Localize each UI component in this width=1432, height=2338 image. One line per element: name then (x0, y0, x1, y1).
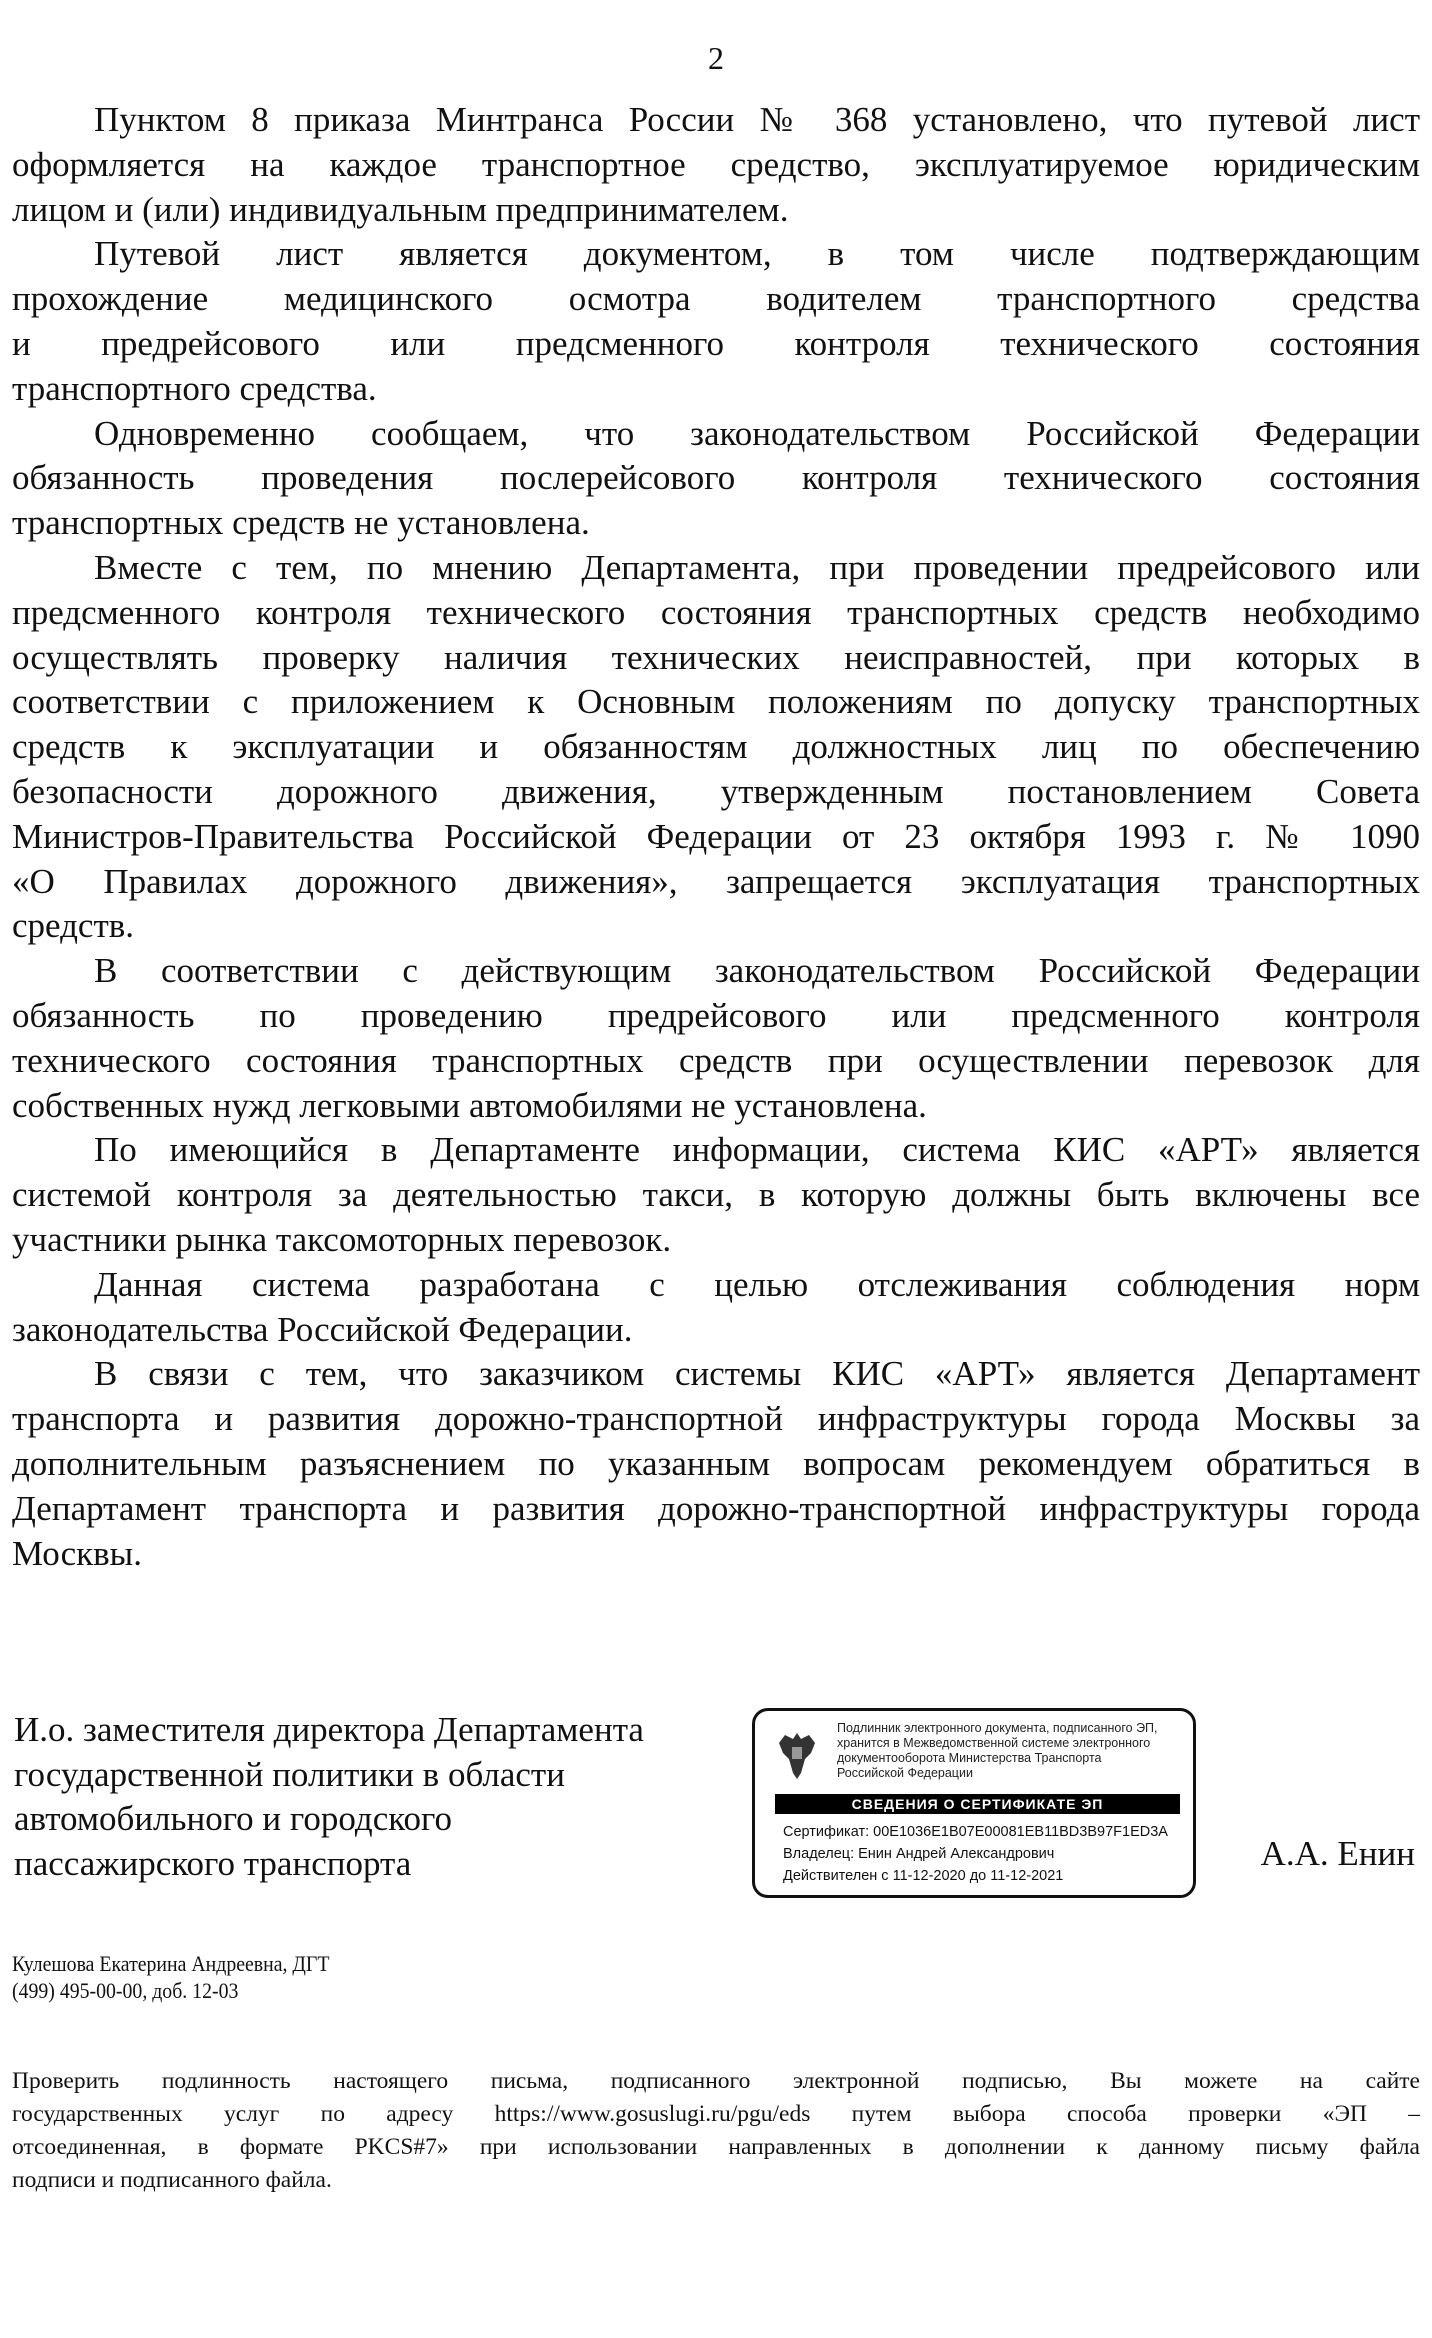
stamp-header (837, 1721, 1158, 1781)
paragraph-2-line: Путевой лист является документом, в том числе подтверждающим (94, 234, 1420, 274)
contact-name: Кулешова Екатерина Андреевна, ДГТ (12, 1951, 330, 1976)
paragraph-3-line: обязанность проведения послерейсового контроля технического состояния (12, 458, 1420, 498)
paragraph-4-line: безопасности дорожного движения, утвержденным постановлением Совета (12, 771, 1420, 811)
paragraph-2-line: прохождение медицинского осмотра водителем транспортного средства (12, 279, 1420, 319)
verification-line: отсоединенная, в формате PKCS#7» при использовании направленных в дополнении к данному письму файла (12, 2134, 1420, 2160)
paragraph-5-line: обязанность по проведению предрейсового или предсменного контроля (12, 995, 1420, 1035)
paragraph-7-line: Данная система разработана с целью отслеживания соблюдения норм (94, 1264, 1420, 1304)
paragraph-3-line: Одновременно сообщаем, что законодательством Российской Федерации (94, 413, 1420, 453)
paragraph-8-line: Департамент транспорта и развития дорожно-транспортной инфраструктуры города (12, 1488, 1420, 1528)
paragraph-5-line: собственных нужд легковыми автомобилями не установлена. (12, 1085, 927, 1125)
stamp-owner: Владелец: Енин Андрей Александрович (783, 1846, 1055, 1862)
contact-phone: (499) 495-00-00, доб. 12-03 (12, 1978, 239, 2003)
paragraph-4-line: Министров-Правительства Российской Федерации от 23 октября 1993 г. № 1090 (12, 816, 1420, 856)
paragraph-6-line: системой контроля за деятельностью такси, в которую должны быть включены все (12, 1175, 1420, 1215)
paragraph-4-line: осуществлять проверку наличия технических неисправностей, при которых в (12, 637, 1420, 677)
letter-body (12, 98, 1420, 1576)
coat-of-arms-icon (775, 1729, 819, 1781)
verification-line: Проверить подлинность настоящего письма, подписанного электронной подписью, Вы можете на сайте (12, 2068, 1420, 2094)
paragraph-8-line: дополнительным разъяснением по указанным вопросам рекомендуем обратиться в (12, 1443, 1420, 1483)
signer-title-line: государственной политики в области (14, 1754, 565, 1794)
electronic-signature-stamp (752, 1708, 1196, 1898)
paragraph-2-line: и предрейсового или предсменного контроля технического состояния (12, 323, 1420, 363)
stamp-header-line: документооборота Министерства Транспорта (837, 1751, 1102, 1765)
paragraph-8-line: Москвы. (12, 1533, 142, 1573)
paragraph-6-line: По имеющийся в Департаменте информации, система КИС «АРТ» является (94, 1130, 1420, 1170)
stamp-header-line: Российской Федерации (837, 1766, 973, 1780)
paragraph-4-line: средств. (12, 906, 135, 946)
stamp-certificate-banner: СВЕДЕНИЯ О СЕРТИФИКАТЕ ЭП (775, 1794, 1180, 1814)
verification-note (12, 2065, 1420, 2197)
stamp-header-line: Подлинник электронного документа, подписанного ЭП, (837, 1721, 1158, 1735)
stamp-header-line: хранится в Межведомственной системе электронного (837, 1736, 1151, 1750)
verification-line: государственных услуг по адресу https://www.gosuslugi.ru/pgu/eds путем выбора способа проверки «ЭП – (12, 2101, 1420, 2127)
paragraph-5-line: В соответствии с действующим законодательством Российской Федерации (94, 951, 1420, 991)
paragraph-3-line: транспортных средств не установлена. (12, 503, 590, 543)
paragraph-4-line: предсменного контроля технического состояния транспортных средств необходимо (12, 592, 1420, 632)
contact-info (12, 1950, 329, 2004)
signer-title-line: И.о. заместителя директора Департамента (14, 1710, 644, 1749)
paragraph-7-line: законодательства Российской Федерации. (12, 1309, 633, 1349)
signer-title (14, 1708, 644, 1886)
paragraph-8-line: В связи с тем, что заказчиком системы КИС «АРТ» является Департамент (94, 1354, 1420, 1394)
paragraph-4-line: «О Правилах дорожного движения», запрещается эксплуатация транспортных (12, 861, 1420, 901)
signer-title-line: автомобильного и городского (14, 1799, 452, 1838)
paragraph-5-line: технического состояния транспортных средств при осуществлении перевозок для (12, 1040, 1420, 1080)
paragraph-8-line: транспорта и развития дорожно-транспортной инфраструктуры города Москвы за (12, 1399, 1420, 1439)
paragraph-4-line: средств к эксплуатации и обязанностям должностных лиц по обеспечению (12, 727, 1420, 767)
paragraph-1-line: Пунктом 8 приказа Минтранса России № 368 установлено, что путевой лист (94, 100, 1420, 139)
paragraph-2-line: транспортного средства. (12, 368, 377, 408)
paragraph-1-line: оформляется на каждое транспортное средство, эксплуатируемое юридическим (12, 144, 1420, 184)
paragraph-1-line: лицом и (или) индивидуальным предпринимателем. (12, 189, 789, 229)
page-number: 2 (708, 40, 724, 76)
verification-line: подписи и подписанного файла. (12, 2167, 332, 2193)
paragraph-6-line: участники рынка таксомоторных перевозок. (12, 1219, 672, 1259)
paragraph-4-line: Вместе с тем, по мнению Департамента, при проведении предрейсового или (94, 547, 1420, 587)
paragraph-4-line: соответствии с приложением к Основным положениям по допуску транспортных (12, 682, 1420, 722)
stamp-certificate: Сертификат: 00E1036E1B07E00081EB11BD3B97F1ED3A (783, 1824, 1168, 1840)
signer-title-line: пассажирского транспорта (14, 1843, 412, 1883)
signer-name: А.А. Енин (1260, 1834, 1415, 1873)
stamp-valid: Действителен с 11-12-2020 до 11-12-2021 (783, 1868, 1064, 1884)
